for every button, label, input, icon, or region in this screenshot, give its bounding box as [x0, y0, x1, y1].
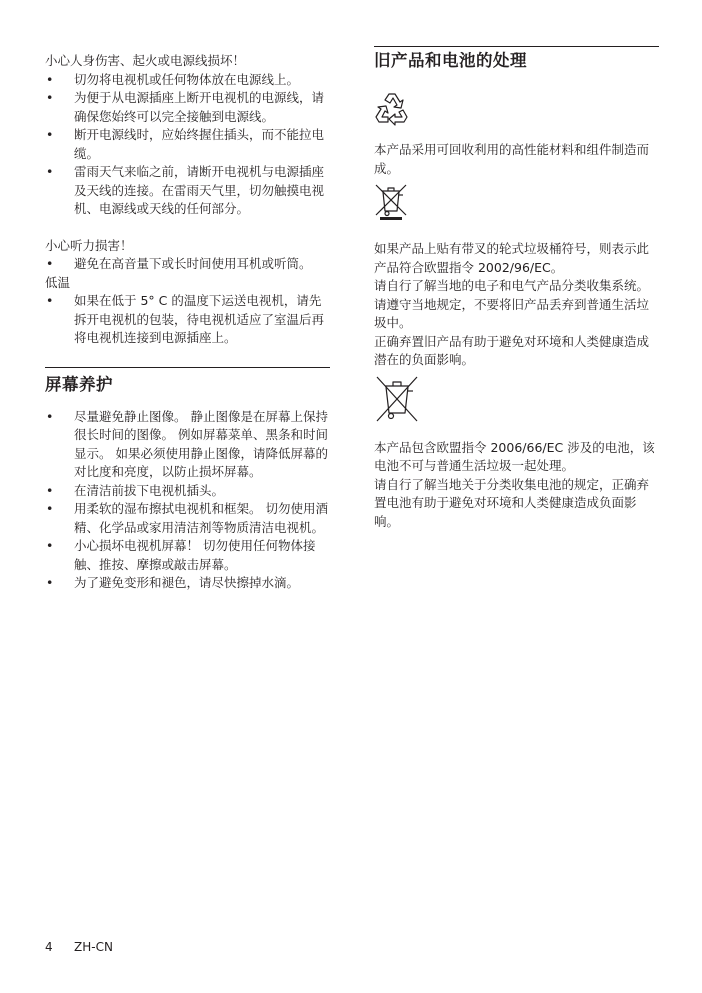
list-item — [45, 408, 330, 482]
bullet: • — [46, 127, 54, 142]
list-item-text: 切勿将电视机或任何物体放在电源线上。 — [74, 71, 300, 87]
list-item — [45, 500, 330, 537]
list-item — [45, 292, 330, 348]
recycle-text: 本产品采用可回收利用的高性能材料和组件制造而成。 — [374, 142, 650, 176]
crossed-wheelie-bin-icon — [374, 182, 408, 220]
disposal-heading: 旧产品和电池的处理 — [374, 51, 527, 70]
list-item-text: 避免在高音量下或长时间使用耳机或听筒。 — [74, 256, 312, 271]
weee-text-4: 正确弃置旧产品有助于避免对环境和人类健康造成潜在的负面影响。 — [374, 333, 650, 367]
hearing-warning-list — [45, 255, 330, 274]
low-temperature-title: 低温 — [45, 274, 71, 290]
list-item — [45, 163, 330, 219]
right-column — [374, 46, 659, 531]
section-divider — [374, 46, 659, 47]
bullet: • — [46, 408, 54, 424]
weee-text-1: 如果产品上贴有带叉的轮式垃圾桶符号，则表示此产品符合欧盟指令 2002/96/EC。 — [374, 241, 650, 275]
bullet: • — [46, 71, 54, 87]
bullet: • — [46, 501, 54, 516]
bullet: • — [46, 293, 54, 308]
bullet: • — [46, 538, 54, 553]
list-item-text: 小心损坏电视机屏幕！ 切勿使用任何物体接触、推按、摩擦或敲击屏幕。 — [74, 538, 316, 572]
bullet: • — [46, 575, 54, 590]
weee-text-2: 请自行了解当地的电子和电气产品分类收集系统。 — [374, 278, 650, 293]
list-item — [45, 255, 330, 274]
list-item — [45, 482, 330, 501]
bullet: • — [46, 256, 54, 271]
list-item-text: 尽量避免静止图像。 静止图像是在屏幕上保持很长时间的图像。 例如屏幕菜单、黑条和时间显示。 如果必须使用静止图像，请降低屏幕的对比度和亮度，以防止损坏屏幕。 — [74, 408, 328, 479]
language-code: ZH-CN — [74, 940, 113, 954]
injury-warning-list — [45, 71, 330, 219]
list-item-text: 为便于从电源插座上断开电视机的电源线，请确保您始终可以完全接触到电源线。 — [74, 90, 325, 124]
list-item — [45, 126, 330, 163]
battery-text-1: 本产品包含欧盟指令 2006/66/EC 涉及的电池，该电池不可与普通生活垃圾一起处理。 — [374, 439, 655, 473]
injury-warning-title: 小心人身伤害、起火或电源线损坏！ — [45, 53, 246, 68]
bullet: • — [46, 90, 54, 105]
battery-text-2: 请自行了解当地关于分类收集电池的规定，正确弃置电池有助于避免对环境和人类健康造成负面影响。 — [374, 476, 650, 529]
screen-care-heading: 屏幕养护 — [45, 374, 113, 394]
list-item-text: 雷雨天气来临之前，请断开电视机与电源插座及天线的连接。在雷雨天气里，切勿触摸电视机、电源线或天线的任何部分。 — [74, 164, 325, 216]
list-item — [45, 537, 330, 574]
section-divider — [45, 367, 330, 368]
hearing-warning-title: 小心听力损害！ — [45, 237, 133, 253]
crossed-wheelie-bin-battery-icon — [374, 374, 420, 424]
list-item — [45, 574, 330, 593]
list-item — [45, 71, 330, 90]
list-item-text: 如果在低于 5° C 的温度下运送电视机，请先拆开电视机的包装，待电视机适应了室温后再将电视机连接到电源插座上。 — [74, 293, 325, 345]
list-item — [45, 89, 330, 126]
bullet: • — [46, 482, 54, 498]
bullet: • — [46, 164, 54, 179]
weee-text-3: 请遵守当地规定，不要将旧产品丢弃到普通生活垃圾中。 — [374, 296, 650, 330]
left-column — [45, 52, 330, 593]
low-temperature-list — [45, 292, 330, 348]
page-number: 4 — [45, 940, 53, 954]
list-item-text: 用柔软的湿布擦拭电视机和框架。 切勿使用酒精、化学品或家用清洁剂等物质清洁电视机。 — [74, 501, 328, 535]
screen-care-list — [45, 408, 330, 593]
list-item-text: 为了避免变形和褪色，请尽快擦掉水滴。 — [74, 575, 300, 590]
page-footer — [45, 938, 113, 956]
list-item-text: 断开电源线时，应始终握住插头，而不能拉电缆。 — [74, 127, 325, 161]
recycle-icon — [374, 90, 412, 126]
list-item-text: 在清洁前拔下电视机插头。 — [74, 482, 225, 498]
